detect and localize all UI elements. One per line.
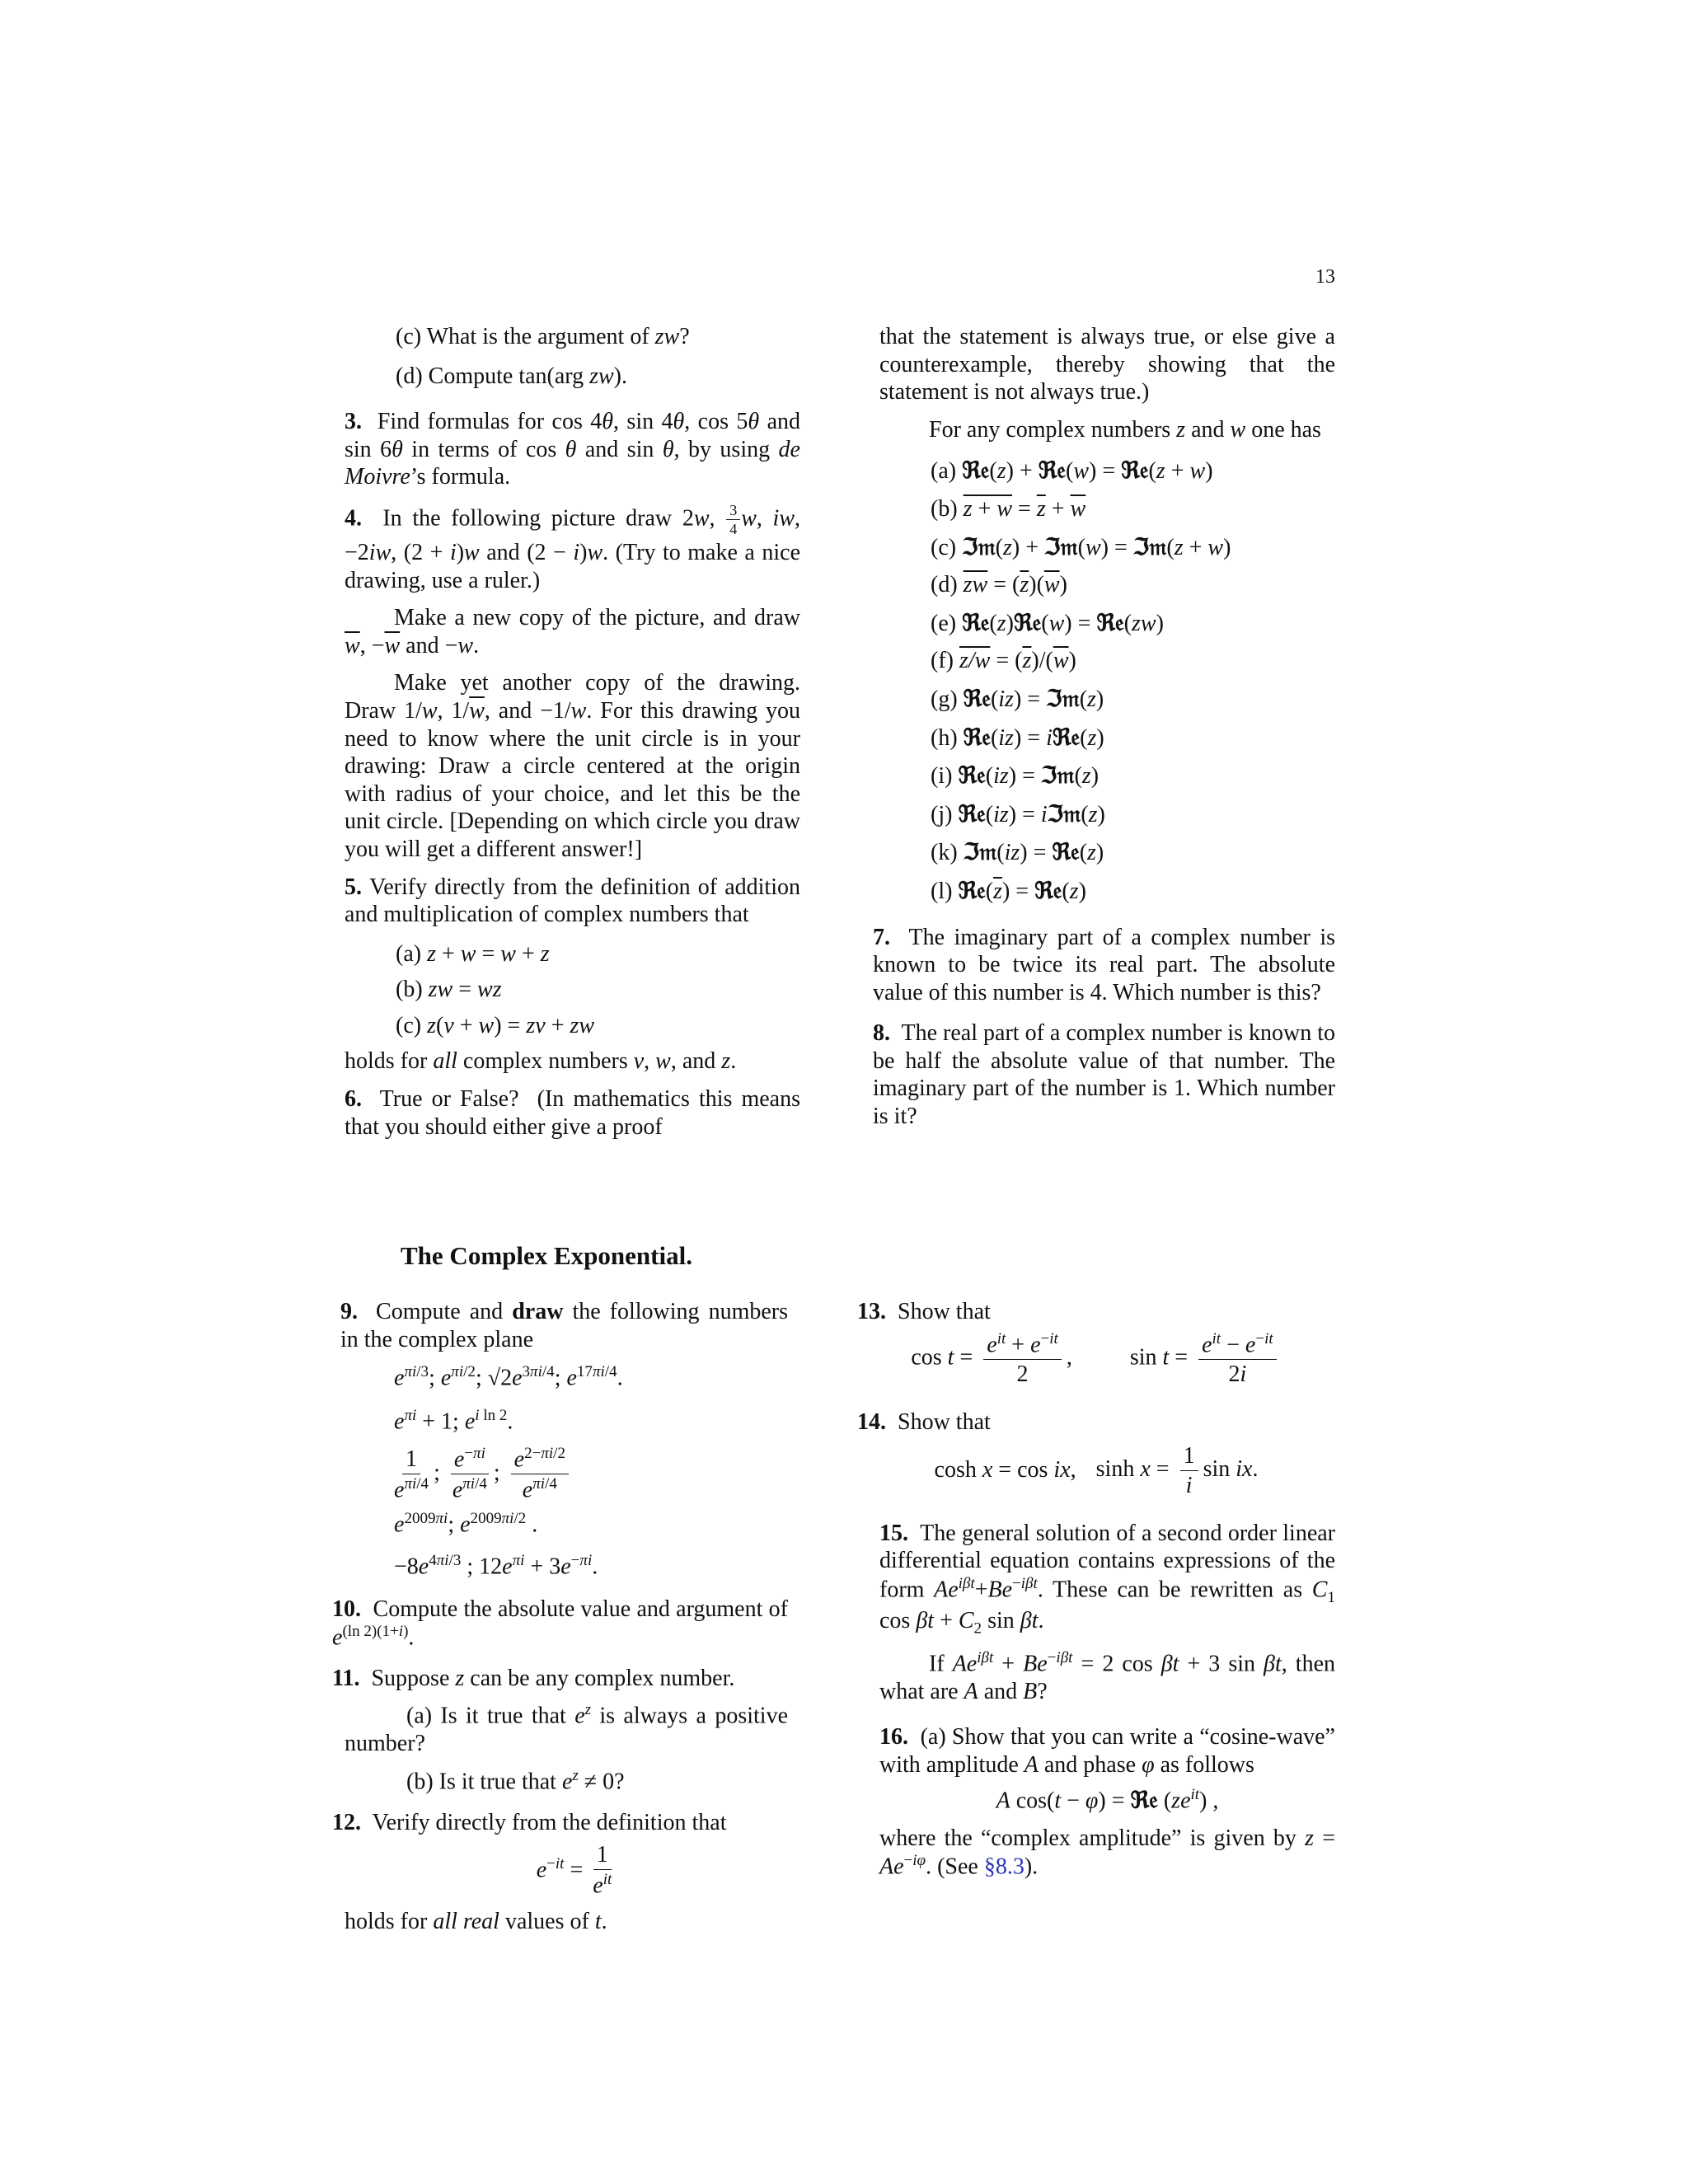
tf-item-k: (k) ℑ𝔪(iz) = ℜ𝔢(z) bbox=[931, 838, 1104, 866]
exercise-4-b: Make a new copy of the picture, and draw $\overline{w}$, $-\overline{w}$ and −w. bbox=[345, 605, 800, 658]
left-column-top bbox=[345, 323, 800, 1151]
exercise-5: 5. Verify directly from the definition of addition and multiplication of complex numbers that bbox=[345, 874, 800, 928]
tf-item-d: (d) $\overline{zw} = (\overline{z})(\overline{w})$ bbox=[931, 572, 1067, 598]
exercise-4-c: Make yet another copy of the drawing. Draw 1/w, $1/\overline{w}$, and −1/w. For this drawing you need to know where the unit circle is in your drawing: Draw a circle centered at the origin with radius of your choice, and let this be the unit circle. [Depending on which circle you draw you will get a different answer!] bbox=[345, 670, 800, 862]
tf-item-l: (l) $ℜ𝔢(\overline{z})$ = ℜ𝔢(z) bbox=[931, 876, 1086, 904]
left-column-bottom bbox=[332, 1298, 788, 1946]
section-link[interactable]: §8.3 bbox=[983, 1854, 1025, 1880]
exercise-12: 12. Verify directly from the definition that bbox=[332, 1810, 727, 1836]
exercise-8: 8. The real part of a complex number is known to be half the absolute value of that number. The imaginary part of the number is 1. Which number is it? bbox=[873, 1020, 1335, 1130]
exercise-9-line-4: $e^{2009\pi i}$; $e^{2009\pi i/2}$ . bbox=[394, 1509, 538, 1538]
exercise-9: 9. Compute and draw the following numbers in the complex plane bbox=[340, 1299, 788, 1352]
exercise-15: 15. The general solution of a second order linear differential equation contains expressions of the form $Ae^{i\beta t}+Be^{-i\beta t}$. These can be rewritten as $C_1$ $\cos \beta t + C_2$ sin βt. bbox=[879, 1520, 1335, 1638]
exercise-9-line-3: $\frac{1}{e^{\pi i/4}}$ ; $\frac{e^{-\pi i}}{e^{\pi i/4}}$ ; $\frac{e^{2-\pi i/2}}{e^{\pi i/4}}$ bbox=[332, 1444, 788, 1505]
tf-item-j: (j) ℜ𝔢(iz) = iℑ𝔪(z) bbox=[931, 799, 1105, 827]
tf-item-b: (b) $z + w = \overline{z} + \overline{w}$ bbox=[931, 495, 1086, 522]
tf-item-g: (g) ℜ𝔢(iz) = ℑ𝔪(z) bbox=[931, 684, 1104, 712]
exercise-3: 3. Find formulas for cos 4θ, sin 4θ, cos 5θ and sin 6θ in terms of cos θ and sin θ, by using de Moivre’s formula. bbox=[345, 409, 800, 490]
exercise-14-equations: cosh x = cos ix, sinh x = $\frac{1}{i}$ sin ix. bbox=[934, 1442, 1259, 1498]
exercise-2c: (c) What is the argument of zw? bbox=[396, 324, 690, 349]
exercise-6-cont: that the statement is always true, or else give a counterexample, thereby showing that the statement is not always true.) bbox=[879, 324, 1335, 405]
exercise-10: 10. Compute the absolute value and argument of $e^{(ln 2)(1+i)}$. bbox=[332, 1596, 788, 1651]
exercise-15-b: If $Ae^{i\beta t} + Be^{-i\beta t} = 2$ cos βt + 3 sin βt, then what are A and B? bbox=[879, 1648, 1336, 1704]
exercise-5a: (a) z + w = w + z bbox=[396, 940, 550, 967]
tf-item-h: (h) ℜ𝔢(iz) = iℜ𝔢(z) bbox=[931, 723, 1104, 751]
exercise-11a: (a) Is it true that $e^z$ is always a positive number? bbox=[345, 1700, 788, 1756]
exercise-11: 11. Suppose z can be any complex number. bbox=[332, 1666, 735, 1692]
exercise-13: 13. Show that bbox=[857, 1299, 991, 1324]
right-column-bottom bbox=[857, 1298, 1335, 1891]
exercise-9-line-5: $-8e^{4\pi i/3}$ ; $12e^{\pi i} + 3e^{-\pi i}$. bbox=[394, 1551, 598, 1579]
exercise-2d: (d) Compute tan(arg zw). bbox=[396, 363, 627, 389]
tf-item-c: (c) ℑ𝔪(z) + ℑ𝔪(w) = ℑ𝔪(z + w) bbox=[931, 532, 1231, 560]
tf-item-e: (e) ℜ𝔢(z)ℜ𝔢(w) = ℜ𝔢(zw) bbox=[931, 608, 1164, 636]
exercise-9-line-1: $e^{\pi i/3}$; $e^{\pi i/2}$; $√2e^{3\pi i/4}$; $e^{17\pi i/4}$. bbox=[394, 1363, 623, 1391]
exercise-4: 4. In the following picture draw 2w, $\frac{3}{4}$ w, iw, −2iw, (2 + i)w and (2 − i)w. (Try to make a nice drawing, use a ruler.) bbox=[345, 501, 801, 593]
right-column-top bbox=[873, 323, 1336, 1141]
exercise-5-end: holds for all complex numbers v, w, and z. bbox=[345, 1048, 737, 1075]
exercise-6-intro: For any complex numbers z and w one has bbox=[929, 416, 1321, 443]
section-heading: The Complex Exponential. bbox=[401, 1241, 692, 1270]
exercise-12-end: holds for all real values of t. bbox=[345, 1909, 607, 1934]
exercise-6: 6. True or False? (In mathematics this means that you should either give a proof bbox=[345, 1086, 800, 1140]
page-number: 13 bbox=[1315, 266, 1335, 288]
exercise-16-equation: A cos(t − φ) = ℜ𝔢 $(ze^{it})$ , bbox=[996, 1785, 1219, 1813]
exercise-9-line-2: $e^{\pi i} + 1$; $e^{i ln 2}$. bbox=[394, 1407, 513, 1435]
exercise-5b: (b) zw = wz bbox=[396, 977, 502, 1003]
exercise-7: 7. The imaginary part of a complex number is known to be twice its real part. The absolute value of this number is 4. Which number is this? bbox=[873, 924, 1336, 1005]
tf-item-a: (a) ℜ𝔢(z) + ℜ𝔢(w) = ℜ𝔢(z + w) bbox=[931, 457, 1213, 485]
exercise-5c: (c) z(v + w) = zv + zw bbox=[396, 1012, 595, 1038]
exercise-13-equations: cos t = $\frac{e^{it} + e^{-it}}{2}$ , sin t = $\frac{e^{it} - e^{-it}}{2i}$ bbox=[857, 1329, 1335, 1389]
exercise-16-end: where the “complex amplitude” is given by $z = Ae^{-i\varphi}$. (See §8.3). bbox=[879, 1825, 1336, 1880]
exercise-12-equation: $e^{-it}$ = $\frac{1}{e^{it}}$ bbox=[536, 1841, 612, 1898]
exercise-11b: (b) Is it true that $e^z \ne 0$? bbox=[406, 1767, 625, 1795]
exercise-16: 16. (a) Show that you can write a “cosine-wave” with amplitude A and phase φ as follows bbox=[879, 1724, 1335, 1779]
tf-item-f: (f) $z/w = (\overline{z})/(\overline{w})$ bbox=[931, 648, 1076, 674]
exercise-14: 14. Show that bbox=[857, 1408, 991, 1435]
tf-item-i: (i) ℜ𝔢(iz) = ℑ𝔪(z) bbox=[931, 762, 1100, 790]
